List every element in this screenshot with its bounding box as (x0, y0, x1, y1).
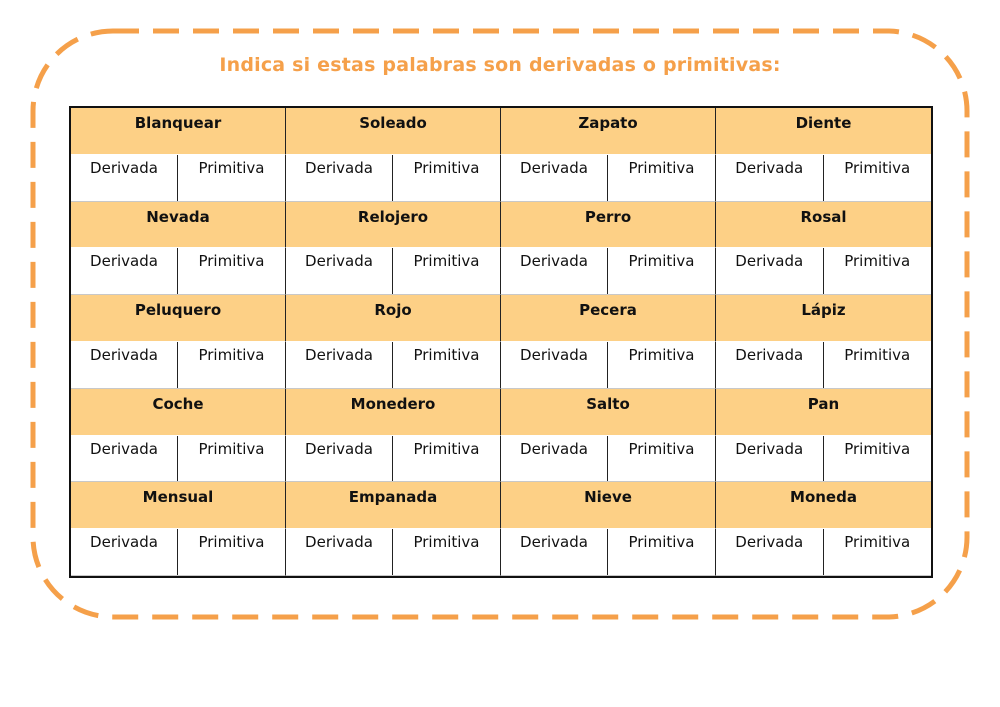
answer-choices (286, 529, 501, 576)
answer-choices (286, 342, 501, 389)
word-cell: Peluquero (71, 295, 286, 342)
word-cell: Rosal (716, 202, 931, 249)
answer-choices (71, 529, 286, 576)
derivada-option[interactable]: Derivada (716, 155, 824, 201)
derivada-option[interactable]: Derivada (716, 529, 824, 575)
answer-choices (716, 342, 931, 389)
word-table (69, 106, 933, 578)
word-cell: Nevada (71, 202, 286, 249)
derivada-option[interactable]: Derivada (716, 248, 824, 294)
derivada-option[interactable]: Derivada (716, 342, 824, 388)
answer-choices (71, 436, 286, 483)
answer-choices (71, 155, 286, 202)
word-cell: Rojo (286, 295, 501, 342)
word-cell: Monedero (286, 389, 501, 436)
word-cell: Diente (716, 108, 931, 155)
word-cell: Nieve (501, 482, 716, 529)
primitiva-option[interactable]: Primitiva (198, 533, 265, 552)
word-cell: Pan (716, 389, 931, 436)
answer-choices (501, 248, 716, 295)
derivada-option[interactable]: Derivada (501, 155, 608, 201)
primitiva-option[interactable]: Primitiva (198, 345, 265, 364)
primitiva-option[interactable]: Primitiva (628, 533, 695, 552)
word-cell: Empanada (286, 482, 501, 529)
answer-choices (71, 248, 286, 295)
word-cell: Blanquear (71, 108, 286, 155)
word-cell: Mensual (71, 482, 286, 529)
answer-choices (501, 342, 716, 389)
answer-choices (71, 342, 286, 389)
primitiva-option[interactable]: Primitiva (628, 158, 695, 177)
primitiva-option[interactable]: Primitiva (844, 345, 911, 364)
primitiva-option[interactable]: Primitiva (413, 439, 480, 458)
word-cell: Coche (71, 389, 286, 436)
answer-choices (286, 248, 501, 295)
answer-choices (716, 529, 931, 576)
answer-choices (286, 436, 501, 483)
derivada-option[interactable]: Derivada (501, 529, 608, 575)
derivada-option[interactable]: Derivada (501, 436, 608, 482)
primitiva-option[interactable]: Primitiva (628, 252, 695, 271)
primitiva-option[interactable]: Primitiva (413, 345, 480, 364)
primitiva-option[interactable]: Primitiva (628, 439, 695, 458)
answer-choices (501, 529, 716, 576)
answer-choices (501, 155, 716, 202)
answer-choices (716, 248, 931, 295)
derivada-option[interactable]: Derivada (716, 436, 824, 482)
derivada-option[interactable]: Derivada (286, 436, 393, 482)
primitiva-option[interactable]: Primitiva (844, 252, 911, 271)
derivada-option[interactable]: Derivada (71, 248, 178, 294)
word-cell: Lápiz (716, 295, 931, 342)
word-cell: Salto (501, 389, 716, 436)
primitiva-option[interactable]: Primitiva (628, 345, 695, 364)
derivada-option[interactable]: Derivada (501, 342, 608, 388)
derivada-option[interactable]: Derivada (286, 342, 393, 388)
primitiva-option[interactable]: Primitiva (198, 252, 265, 271)
word-cell: Zapato (501, 108, 716, 155)
primitiva-option[interactable]: Primitiva (198, 439, 265, 458)
primitiva-option[interactable]: Primitiva (413, 252, 480, 271)
word-cell: Relojero (286, 202, 501, 249)
answer-choices (716, 436, 931, 483)
derivada-option[interactable]: Derivada (286, 529, 393, 575)
derivada-option[interactable]: Derivada (286, 155, 393, 201)
primitiva-option[interactable]: Primitiva (413, 533, 480, 552)
derivada-option[interactable]: Derivada (71, 342, 178, 388)
word-cell: Moneda (716, 482, 931, 529)
answer-choices (716, 155, 931, 202)
answer-choices (501, 436, 716, 483)
answer-choices (286, 155, 501, 202)
word-cell: Pecera (501, 295, 716, 342)
primitiva-option[interactable]: Primitiva (413, 158, 480, 177)
primitiva-option[interactable]: Primitiva (844, 439, 911, 458)
primitiva-option[interactable]: Primitiva (198, 158, 265, 177)
page-title: Indica si estas palabras son derivadas o primitivas: (219, 54, 781, 76)
derivada-option[interactable]: Derivada (71, 155, 178, 201)
word-cell: Soleado (286, 108, 501, 155)
derivada-option[interactable]: Derivada (71, 529, 178, 575)
derivada-option[interactable]: Derivada (501, 248, 608, 294)
primitiva-option[interactable]: Primitiva (844, 533, 911, 552)
derivada-option[interactable]: Derivada (286, 248, 393, 294)
primitiva-option[interactable]: Primitiva (844, 158, 911, 177)
derivada-option[interactable]: Derivada (71, 436, 178, 482)
word-cell: Perro (501, 202, 716, 249)
